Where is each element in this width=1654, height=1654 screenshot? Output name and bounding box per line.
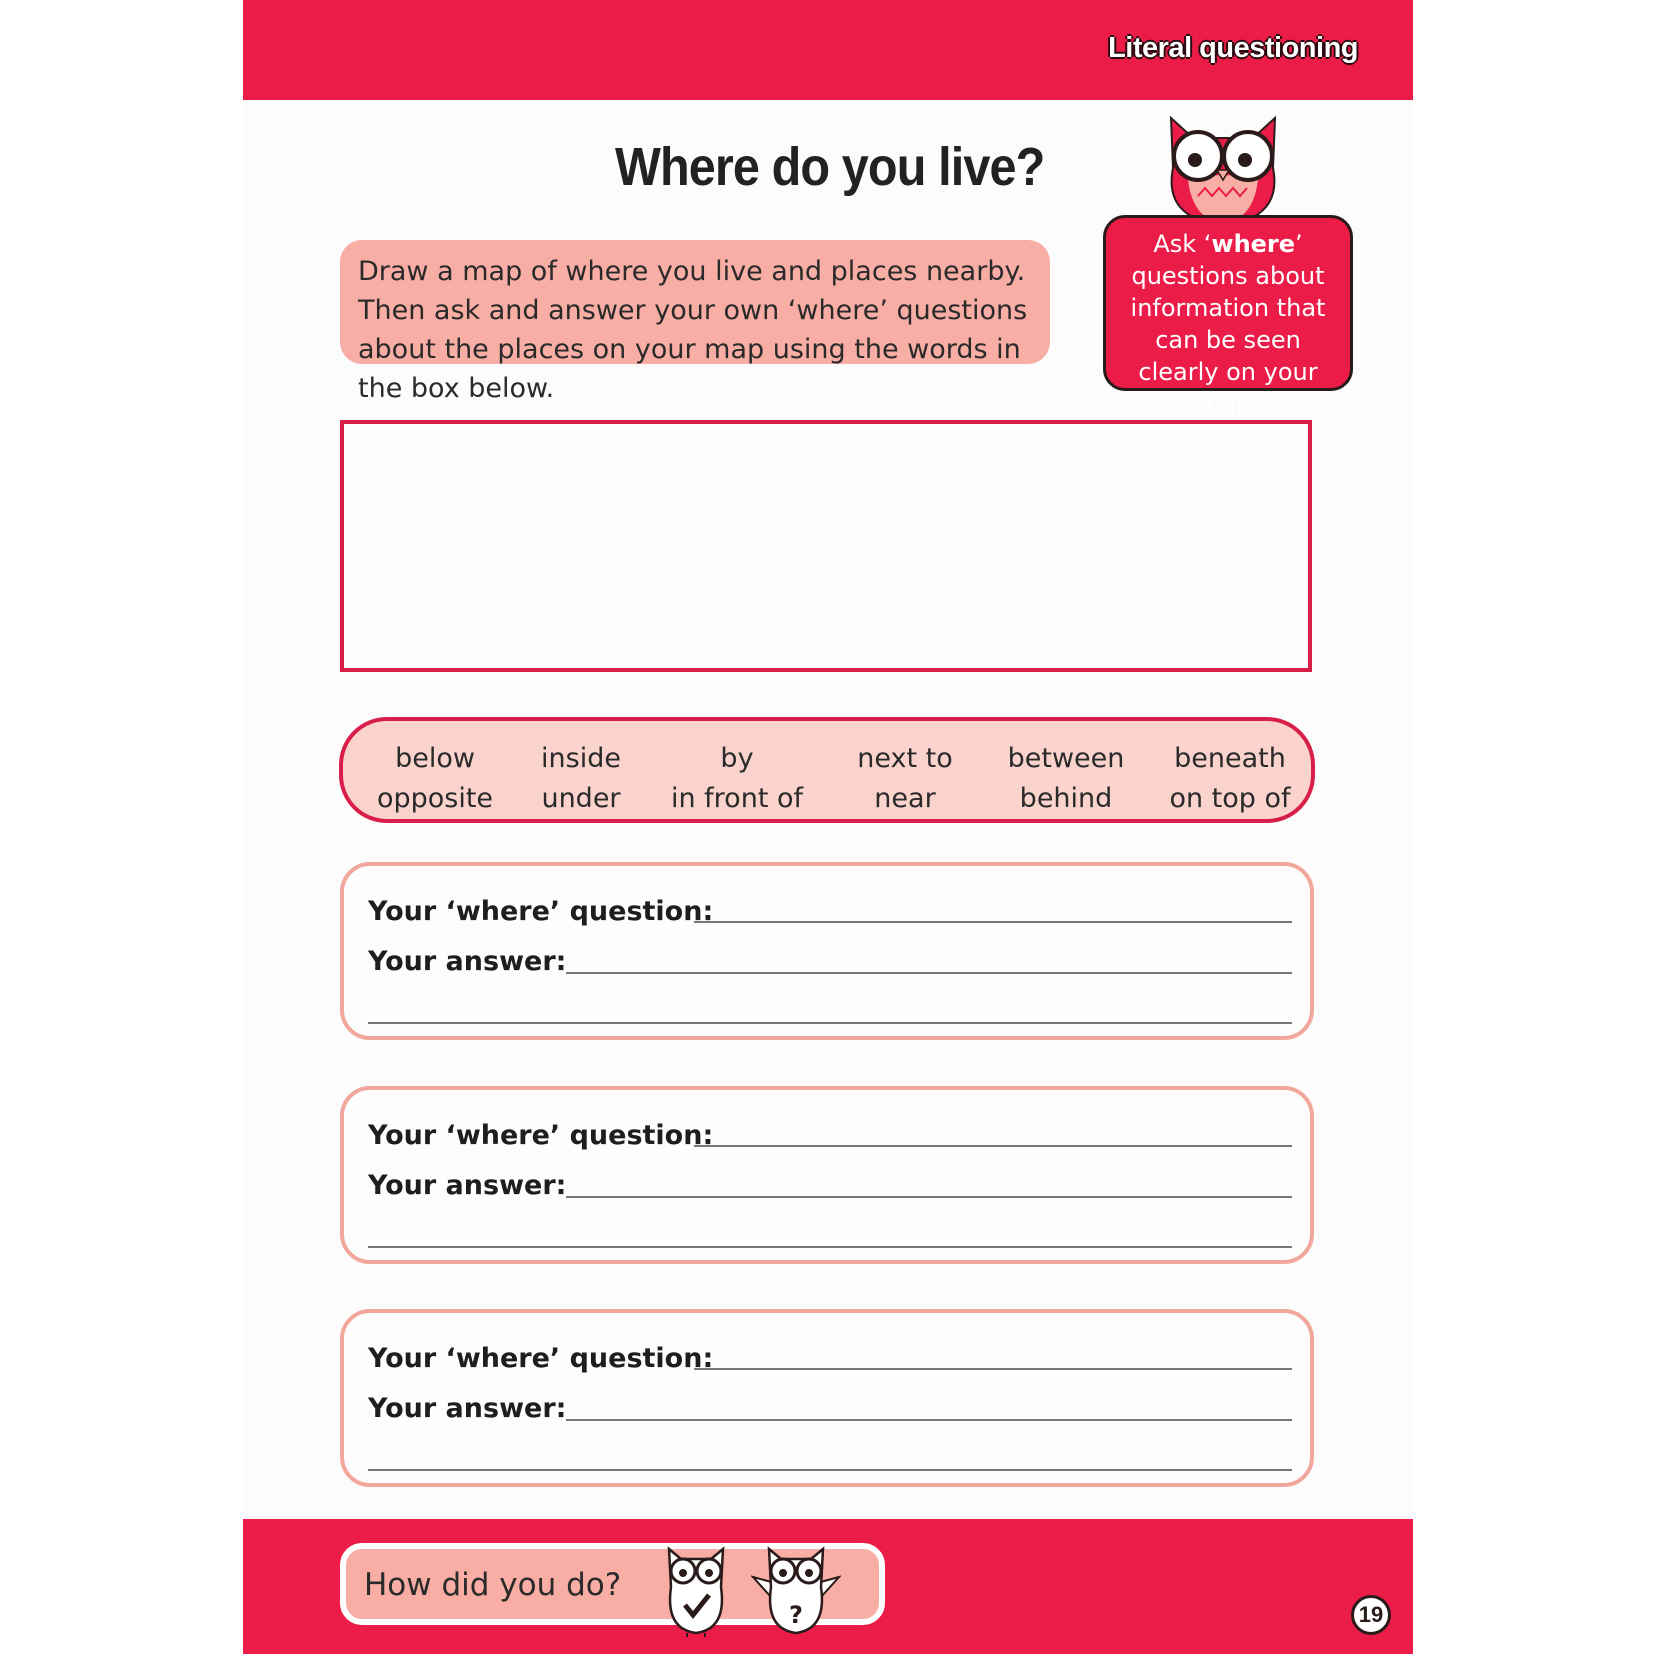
tip-keyword: where bbox=[1211, 230, 1296, 258]
qa-card bbox=[340, 862, 1314, 1040]
qa-card bbox=[340, 1309, 1314, 1487]
header-band bbox=[243, 0, 1413, 100]
word-item: in front of bbox=[670, 783, 804, 814]
worksheet-page bbox=[243, 0, 1413, 1654]
answer-line[interactable] bbox=[566, 1419, 1292, 1421]
answer-line[interactable] bbox=[566, 972, 1292, 974]
word-item: near bbox=[874, 783, 936, 814]
page-title: Where do you live? bbox=[615, 137, 1045, 197]
owl-question-icon[interactable] bbox=[751, 1537, 841, 1637]
question-label: Your ‘where’ question: bbox=[368, 896, 714, 927]
qa-card bbox=[340, 1086, 1314, 1264]
owl-mascot-icon bbox=[1143, 108, 1303, 228]
question-label: Your ‘where’ question: bbox=[368, 1343, 714, 1374]
word-column bbox=[541, 739, 621, 819]
question-label: Your ‘where’ question: bbox=[368, 1120, 714, 1151]
word-column bbox=[857, 739, 953, 819]
svg-text:?: ? bbox=[789, 1601, 803, 1629]
word-item: between bbox=[1007, 743, 1125, 774]
word-item: under bbox=[541, 783, 621, 814]
word-item: beneath bbox=[1174, 743, 1286, 774]
word-column bbox=[377, 739, 493, 819]
tip-suffix: ’ questions about information that can be seen clearly on your map. bbox=[1130, 230, 1326, 418]
word-column bbox=[671, 739, 803, 819]
word-item: below bbox=[395, 743, 475, 774]
word-bank bbox=[339, 717, 1315, 823]
instructions-panel bbox=[340, 240, 1050, 404]
map-drawing-area[interactable] bbox=[340, 420, 1312, 672]
owl-tick-icon[interactable] bbox=[651, 1537, 741, 1637]
answer-line-continued[interactable] bbox=[368, 1022, 1292, 1024]
answer-label: Your answer: bbox=[368, 1170, 567, 1201]
question-line[interactable] bbox=[694, 921, 1292, 923]
word-item: inside bbox=[541, 743, 621, 774]
answer-line-continued[interactable] bbox=[368, 1469, 1292, 1471]
word-item: opposite bbox=[376, 783, 494, 814]
word-item: behind bbox=[1019, 783, 1113, 814]
question-line[interactable] bbox=[694, 1368, 1292, 1370]
self-assessment-label: How did you do? bbox=[364, 1567, 622, 1603]
tip-prefix: Ask ‘ bbox=[1153, 230, 1212, 258]
tip-bubble bbox=[1103, 215, 1353, 418]
question-line[interactable] bbox=[694, 1145, 1292, 1147]
page-number: 19 bbox=[1351, 1595, 1391, 1635]
word-item: next to bbox=[857, 743, 953, 774]
word-column bbox=[1008, 739, 1125, 819]
answer-label: Your answer: bbox=[368, 946, 567, 977]
word-item: on top of bbox=[1169, 783, 1291, 814]
instructions-text: Draw a map of where you live and places nearby. Then ask and answer your own ‘where’ questions about the places on your map using the words in the box below. bbox=[358, 256, 1028, 404]
word-item: by bbox=[720, 743, 754, 774]
answer-label: Your answer: bbox=[368, 1393, 567, 1424]
answer-line-continued[interactable] bbox=[368, 1246, 1292, 1248]
section-label: Literal questioning bbox=[1108, 32, 1358, 64]
footer-band bbox=[243, 1519, 1413, 1654]
word-column bbox=[1169, 739, 1290, 819]
self-assessment-box bbox=[340, 1543, 885, 1629]
answer-line[interactable] bbox=[566, 1196, 1292, 1198]
